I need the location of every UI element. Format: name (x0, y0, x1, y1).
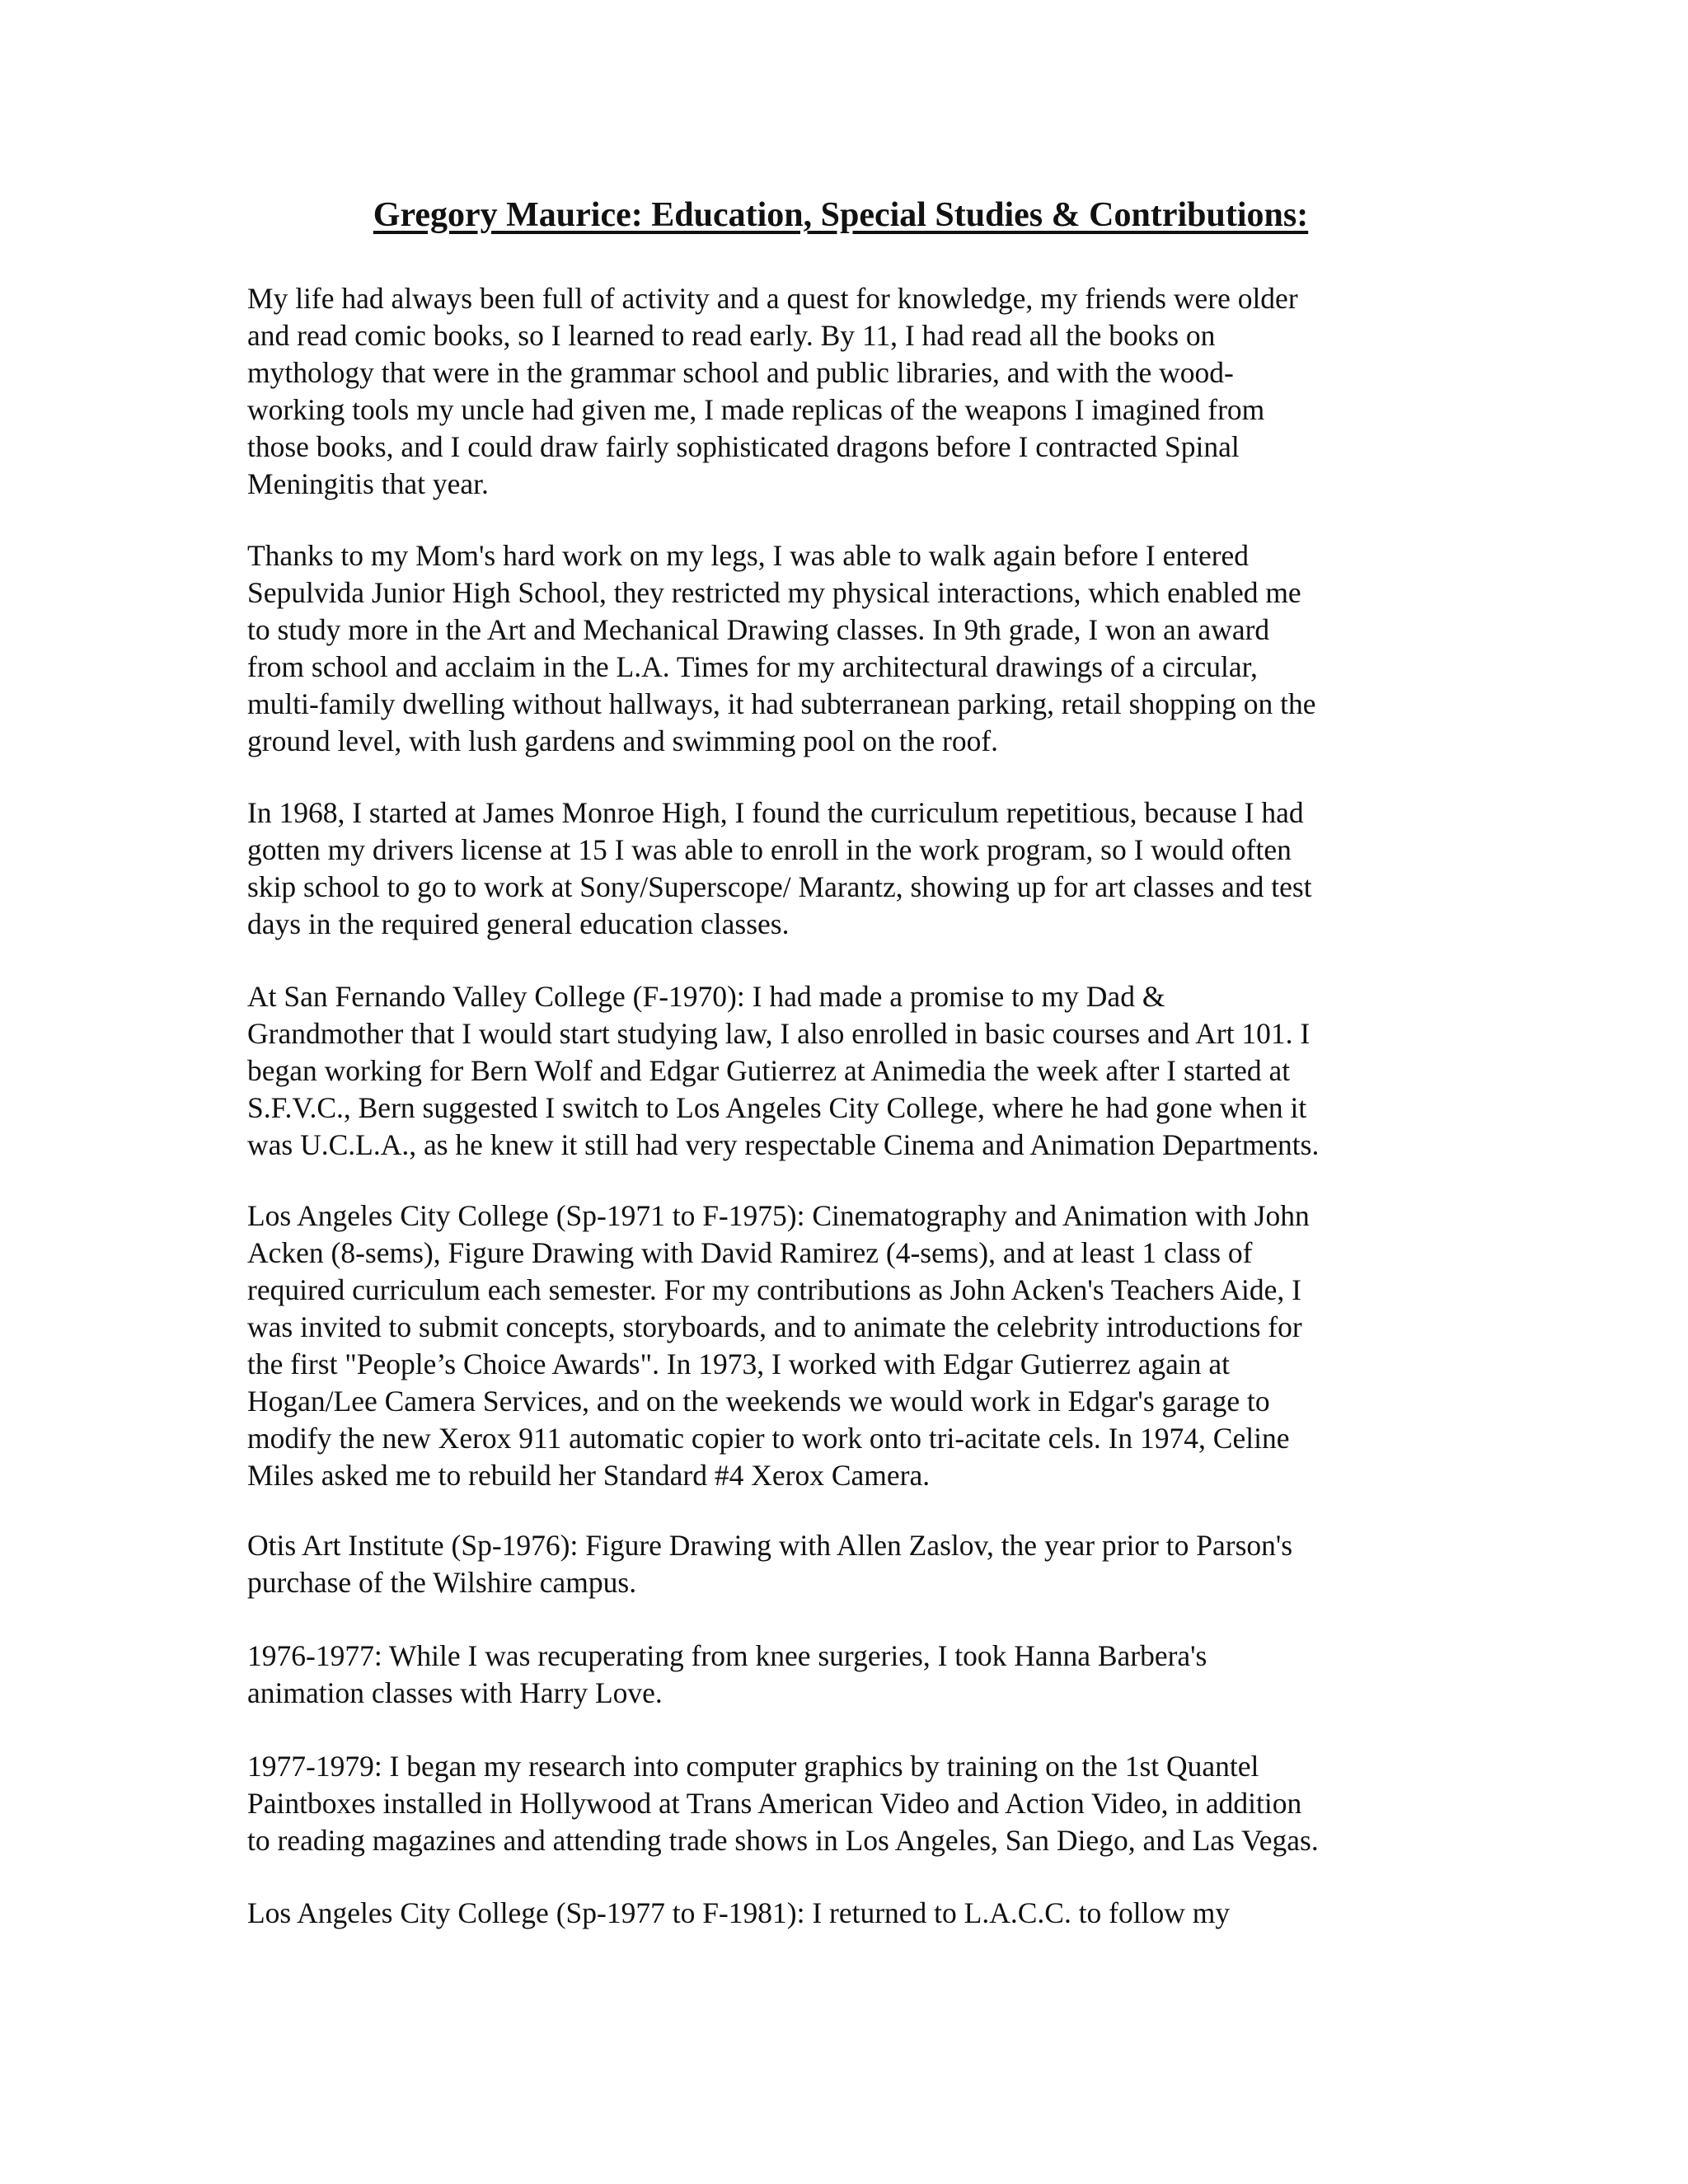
text-line: Grandmother that I would start studying law, I also enrolled in basic courses and Art 101. I (247, 1017, 1311, 1050)
text-line: those books, and I could draw fairly sophisticated dragons before I contracted Spinal (247, 430, 1240, 463)
document-title: Gregory Maurice: Education, Special Studies & Contributions: (373, 196, 1309, 234)
text-line: the first "People’s Choice Awards". In 1973, I worked with Edgar Gutierrez again at (247, 1347, 1230, 1380)
paragraph-high-school (247, 794, 1467, 943)
paragraph-junior-high (247, 537, 1467, 760)
text-line: to study more in the Art and Mechanical Drawing classes. In 9th grade, I won an award (247, 613, 1270, 646)
text-line: days in the required general education classes. (247, 907, 790, 940)
text-line: mythology that were in the grammar school and public libraries, and with the wood- (247, 356, 1234, 389)
text-line: ground level, with lush gardens and swimming pool on the roof. (247, 724, 999, 757)
paragraph-1976-1977 (247, 1638, 1467, 1712)
text-line: skip school to go to work at Sony/Superscope/ Marantz, showing up for art classes and test (247, 870, 1312, 903)
text-line: was U.C.L.A., as he knew it still had very respectable Cinema and Animation Departments. (247, 1128, 1320, 1161)
text-line: Acken (8-sems), Figure Drawing with David Ramirez (4-sems), and at least 1 class of (247, 1236, 1253, 1269)
text-line: Meningitis that year. (247, 467, 489, 500)
text-line: was invited to submit concepts, storyboards, and to animate the celebrity introductions for (247, 1310, 1302, 1343)
text-line: animation classes with Harry Love. (247, 1676, 663, 1709)
text-line: Paintboxes installed in Hollywood at Trans American Video and Action Video, in addition (247, 1787, 1302, 1820)
text-line: 1976-1977: While I was recuperating from knee surgeries, I took Hanna Barbera's (247, 1639, 1207, 1672)
paragraph-lacc-1971 (247, 1197, 1467, 1494)
text-line: purchase of the Wilshire campus. (247, 1566, 637, 1599)
text-line: 1977-1979: I began my research into computer graphics by training on the 1st Quantel (247, 1750, 1259, 1783)
text-line: working tools my uncle had given me, I made replicas of the weapons I imagined from (247, 393, 1265, 426)
text-line: At San Fernando Valley College (F-1970): I had made a promise to my Dad & (247, 980, 1165, 1013)
text-line: Miles asked me to rebuild her Standard #4 Xerox Camera. (247, 1459, 931, 1492)
paragraph-otis (247, 1527, 1467, 1601)
text-line: Otis Art Institute (Sp-1976): Figure Drawing with Allen Zaslov, the year prior to Parson's (247, 1529, 1293, 1562)
text-line: Thanks to my Mom's hard work on my legs, I was able to walk again before I entered (247, 539, 1250, 572)
text-line: modify the new Xerox 911 automatic copier to work onto tri-acitate cels. In 1974, Celine (247, 1422, 1290, 1455)
text-line: Los Angeles City College (Sp-1977 to F-1981): I returned to L.A.C.C. to follow my (247, 1896, 1231, 1929)
paragraph-sfvc (247, 978, 1467, 1164)
paragraph-lacc-1977 (247, 1895, 1467, 1932)
text-line: and read comic books, so I learned to read early. By 11, I had read all the books on (247, 319, 1216, 352)
paragraph-early-life (247, 280, 1467, 503)
paragraph-1977-1979 (247, 1748, 1467, 1859)
text-line: multi-family dwelling without hallways, it had subterranean parking, retail shopping on the (247, 687, 1316, 720)
text-line: S.F.V.C., Bern suggested I switch to Los Angeles City College, where he had gone when it (247, 1091, 1307, 1124)
text-line: began working for Bern Wolf and Edgar Gutierrez at Animedia the week after I started at (247, 1054, 1291, 1087)
text-line: Sepulvida Junior High School, they restricted my physical interactions, which enabled me (247, 576, 1301, 609)
text-line: from school and acclaim in the L.A. Times for my architectural drawings of a circular, (247, 650, 1258, 683)
text-line: My life had always been full of activity and a quest for knowledge, my friends were older (247, 282, 1298, 315)
text-line: required curriculum each semester. For my contributions as John Acken's Teachers Aide, I (247, 1273, 1301, 1306)
text-line: Hogan/Lee Camera Services, and on the weekends we would work in Edgar's garage to (247, 1385, 1270, 1418)
text-line: In 1968, I started at James Monroe High, I found the curriculum repetitious, because I had (247, 796, 1304, 829)
text-line: Los Angeles City College (Sp-1971 to F-1975): Cinematography and Animation with John (247, 1199, 1310, 1232)
text-line: gotten my drivers license at 15 I was able to enroll in the work program, so I would often (247, 833, 1292, 866)
text-line: to reading magazines and attending trade shows in Los Angeles, San Diego, and Las Vegas. (247, 1824, 1319, 1857)
